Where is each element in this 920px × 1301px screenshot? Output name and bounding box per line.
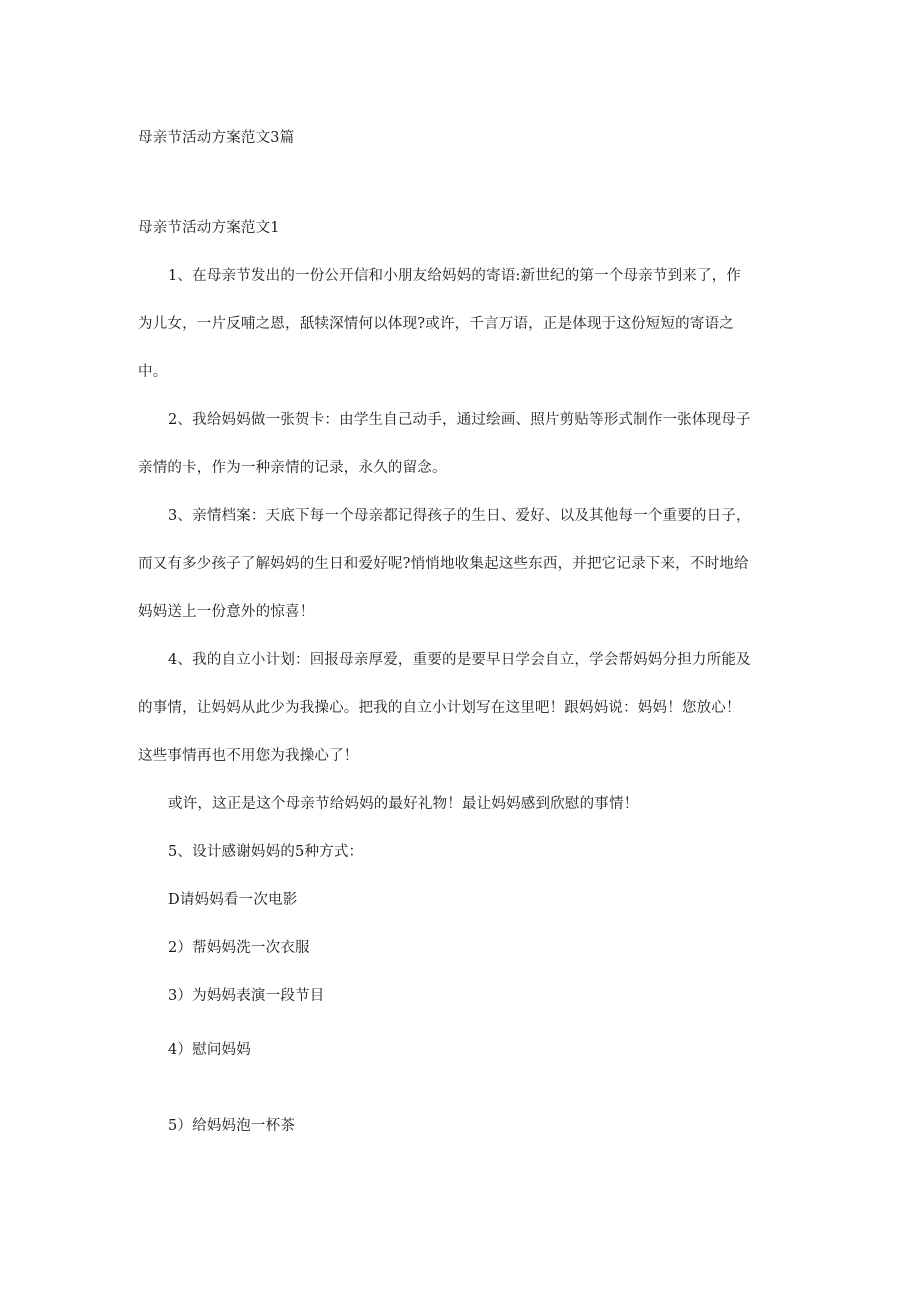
- list-item: D请妈妈看一次电影: [168, 892, 298, 908]
- list-item: 3）为妈妈表演一段节目: [168, 988, 325, 1004]
- paragraph-2-line-1: 2、我给妈妈做一张贺卡：由学生自己动手，通过绘画、照片剪贴等形式制作一张体现母子: [168, 412, 751, 428]
- list-item: 4）慰问妈妈: [168, 1042, 251, 1058]
- section-title: 母亲节活动方案范文1: [138, 220, 280, 236]
- paragraph-4-line-3: 这些事情再也不用您为我操心了！: [138, 748, 359, 764]
- paragraph-1-line-2: 为儿女，一片反哺之恩，舐犊深情何以体现?或许，千言万语，正是体现于这份短短的寄语之: [138, 316, 734, 332]
- paragraph-6-line-1: 5、设计感谢妈妈的5种方式：: [168, 844, 364, 860]
- list-item: 2）帮妈妈洗一次衣服: [168, 940, 310, 956]
- list-item: 5）给妈妈泡一杯茶: [168, 1118, 296, 1134]
- document-title: 母亲节活动方案范文3篇: [138, 130, 295, 146]
- paragraph-2-line-2: 亲情的卡，作为一种亲情的记录，永久的留念。: [138, 460, 447, 476]
- paragraph-1-line-3: 中。: [138, 364, 168, 380]
- paragraph-4-line-2: 的事情，让妈妈从此少为我操心。把我的自立小计划写在这里吧！跟妈妈说：妈妈！您放心！: [138, 700, 741, 716]
- paragraph-3-line-2: 而又有多少孩子了解妈妈的生日和爱好呢?悄悄地收集起这些东西，并把它记录下来，不时地给: [138, 556, 749, 572]
- paragraph-3-line-3: 妈妈送上一份意外的惊喜！: [138, 604, 315, 620]
- paragraph-3-line-1: 3、亲情档案：天底下每一个母亲都记得孩子的生日、爱好、以及其他每一个重要的日子，: [168, 508, 751, 524]
- paragraph-4-line-1: 4、我的自立小计划：回报母亲厚爱，重要的是要早日学会自立，学会帮妈妈分担力所能及: [168, 652, 751, 668]
- paragraph-5-line-1: 或许，这正是这个母亲节给妈妈的最好礼物！最让妈妈感到欣慰的事情！: [168, 796, 639, 812]
- paragraph-1-line-1: 1、在母亲节发出的一份公开信和小朋友给妈妈的寄语:新世纪的第一个母亲节到来了，作: [168, 268, 742, 284]
